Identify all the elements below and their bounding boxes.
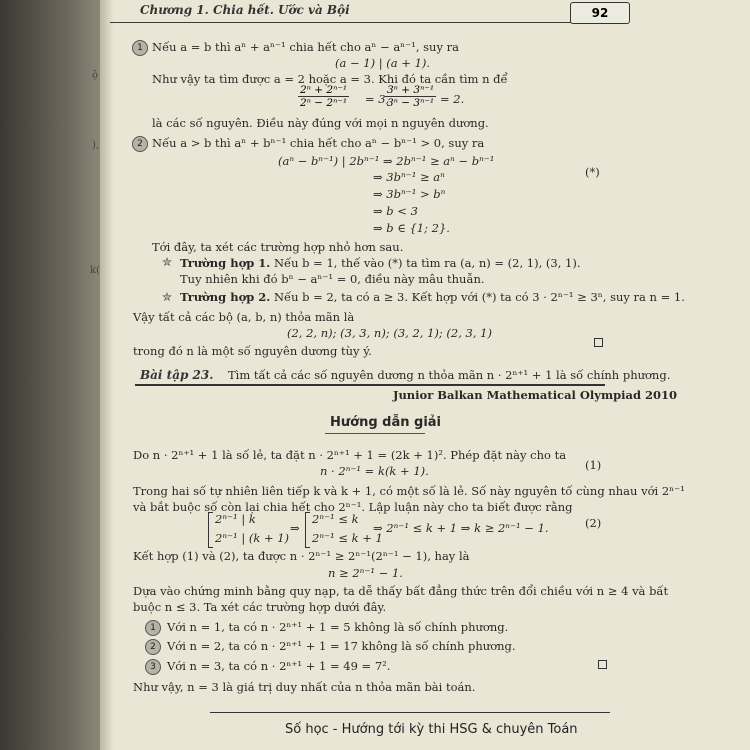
case2-line3: Vậy tất cả các bộ (a, b, n) thỏa mãn là: [133, 310, 355, 324]
implication-chain: ⇒ 2ⁿ⁻¹ ≤ k + 1 ⇒ k ≥ 2ⁿ⁻¹ − 1.: [373, 521, 549, 535]
system-bracket-1: [208, 512, 213, 548]
equation-tag-1: (1): [585, 458, 602, 472]
solution-para-5: Dựa vào chứng minh bằng quy nạp, ta dễ thấy bất đẳng thức trên đổi chiều với n ≥ 4 và bất: [133, 584, 669, 598]
previous-page-edge: ộ ), k(: [0, 0, 100, 750]
derivation-step-4: ⇒ b < 3: [373, 204, 418, 218]
case1-line2: (a − 1) | (a + 1).: [335, 56, 431, 70]
solution-para-2: Trong hai số tự nhiên liên tiếp k và k + 1, có một số là lẻ. Số này nguyên tố cùng nhau với 2ⁿ⁻¹: [133, 484, 685, 498]
item-2-marker: 2: [145, 639, 161, 655]
derivation-step-3: ⇒ 3bⁿ⁻¹ > bⁿ: [373, 187, 446, 201]
case2-line2: Tới đây, ta xét các trường hợp nhỏ hơn sau.: [152, 240, 404, 254]
item-3-marker: 3: [145, 659, 161, 675]
solution-heading-underline: [325, 433, 425, 434]
system-2-line-b: 2ⁿ⁻¹ ≤ k + 1: [312, 531, 383, 545]
system-1-line-a: 2ⁿ⁻¹ | k: [215, 512, 256, 526]
case2-line1: Nếu a > b thì aⁿ + bⁿ⁻¹ chia hết cho aⁿ − bⁿ⁻¹ > 0, suy ra: [152, 136, 485, 150]
case1-line3: Như vậy ta tìm được a = 2 hoặc a = 3. Khi đó ta cần tìm n để: [152, 72, 508, 86]
equation-2: n ≥ 2ⁿ⁻¹ − 1.: [328, 566, 403, 580]
fraction-base-3-result: = 2.: [440, 92, 465, 106]
case1-line4: là các số nguyên. Điều này đúng với mọi n nguyên dương.: [152, 116, 489, 130]
system-bracket-2: [305, 512, 310, 548]
chapter-title: Chương 1. Chia hết. Ước và Bội: [140, 3, 350, 17]
solution-heading: Hướng dẫn giải: [330, 415, 442, 430]
qed-square-icon: [598, 660, 607, 669]
item-2-text: Với n = 2, ta có n · 2ⁿ⁺¹ + 1 = 17 không là số chính phương.: [167, 639, 516, 653]
case1-line1: Nếu a = b thì aⁿ + aⁿ⁻¹ chia hết cho aⁿ − aⁿ⁻¹, suy ra: [152, 40, 459, 54]
solution-para-3: và bắt buộc số còn lại chia hết cho 2ⁿ⁻¹. Lập luận này cho ta biết được rằng: [133, 500, 573, 514]
exercise-title: Bài tập 23.: [140, 368, 214, 382]
case2-line5: trong đó n là một số nguyên dương tùy ý.: [133, 344, 372, 358]
implies-arrow: ⇒: [290, 521, 300, 535]
fraction-base-2: $\frac{\text{2ⁿ + 2ⁿ⁻¹}}{\text{2ⁿ − 2ⁿ⁻¹}}$: [300, 84, 348, 109]
derivation-step-1: (aⁿ − bⁿ⁻¹) | 2bⁿ⁻¹ ⇒ 2bⁿ⁻¹ ≥ aⁿ − bⁿ⁻¹: [278, 154, 495, 168]
exercise-divider: [135, 384, 605, 386]
solution-para-1: Do n · 2ⁿ⁺¹ + 1 là số lẻ, ta đặt n · 2ⁿ⁺¹ + 1 = (2k + 1)². Phép đặt này cho ta: [133, 448, 567, 462]
item-1-text: Với n = 1, ta có n · 2ⁿ⁺¹ + 1 = 5 không là số chính phương.: [167, 620, 509, 634]
item-1-marker: 1: [145, 620, 161, 636]
star-bullet-icon: ✮: [162, 290, 173, 304]
item-3-text: Với n = 3, ta có n · 2ⁿ⁺¹ + 1 = 49 = 7².: [167, 659, 391, 673]
fraction-base-2-result: = 3,: [365, 92, 390, 106]
equation-1: n · 2ⁿ⁻¹ = k(k + 1).: [320, 464, 429, 478]
solution-para-4: Kết hợp (1) và (2), ta được n · 2ⁿ⁻¹ ≥ 2ⁿ⁻¹(2ⁿ⁻¹ − 1), hay là: [133, 549, 470, 563]
solution-tuples: (2, 2, n); (3, 3, n); (3, 2, 1); (2, 3, 1): [287, 326, 492, 340]
solution-conclusion: Như vậy, n = 3 là giá trị duy nhất của n thỏa mãn bài toán.: [133, 680, 476, 694]
page-number: 92: [570, 2, 630, 24]
qed-square-icon: [594, 338, 603, 347]
derivation-step-5: ⇒ b ∈ {1; 2}.: [373, 221, 450, 235]
derivation-step-2: ⇒ 3bⁿ⁻¹ ≥ aⁿ: [373, 170, 445, 184]
footer-book-title: Số học - Hướng tới kỳ thi HSG & chuyên Toán: [285, 722, 578, 737]
case-1-marker: 1: [132, 40, 148, 56]
equation-tag-star: (*): [585, 165, 600, 179]
solution-para-6: buộc n ≤ 3. Ta xét các trường hợp dưới đây.: [133, 600, 387, 614]
exercise-statement: Tìm tất cả các số nguyên dương n thỏa mãn n · 2ⁿ⁺¹ + 1 là số chính phương.: [228, 368, 671, 382]
system-2-line-a: 2ⁿ⁻¹ ≤ k: [312, 512, 359, 526]
exercise-source: Junior Balkan Mathematical Olympiad 2010: [393, 388, 678, 402]
subcase-1-line1: Trường hợp 1. Nếu b = 1, thế vào (*) ta tìm ra (a, n) = (2, 1), (3, 1).: [180, 256, 581, 270]
subcase-2-line: Trường hợp 2. Nếu b = 2, ta có a ≥ 3. Kết hợp với (*) ta có 3 · 2ⁿ⁻¹ ≥ 3ⁿ, suy ra n = 1.: [180, 290, 685, 304]
equation-tag-2: (2): [585, 516, 602, 530]
case-2-marker: 2: [132, 136, 148, 152]
system-1-line-b: 2ⁿ⁻¹ | (k + 1): [215, 531, 290, 545]
subcase-1-line2: Tuy nhiên khi đó bⁿ − aⁿ⁻¹ = 0, điều này mâu thuẫn.: [180, 272, 485, 286]
star-bullet-icon: ✮: [162, 255, 173, 269]
fraction-base-3: $\frac{\text{3ⁿ + 3ⁿ⁻¹}}{\text{3ⁿ − 3ⁿ⁻¹}}$: [387, 84, 435, 109]
